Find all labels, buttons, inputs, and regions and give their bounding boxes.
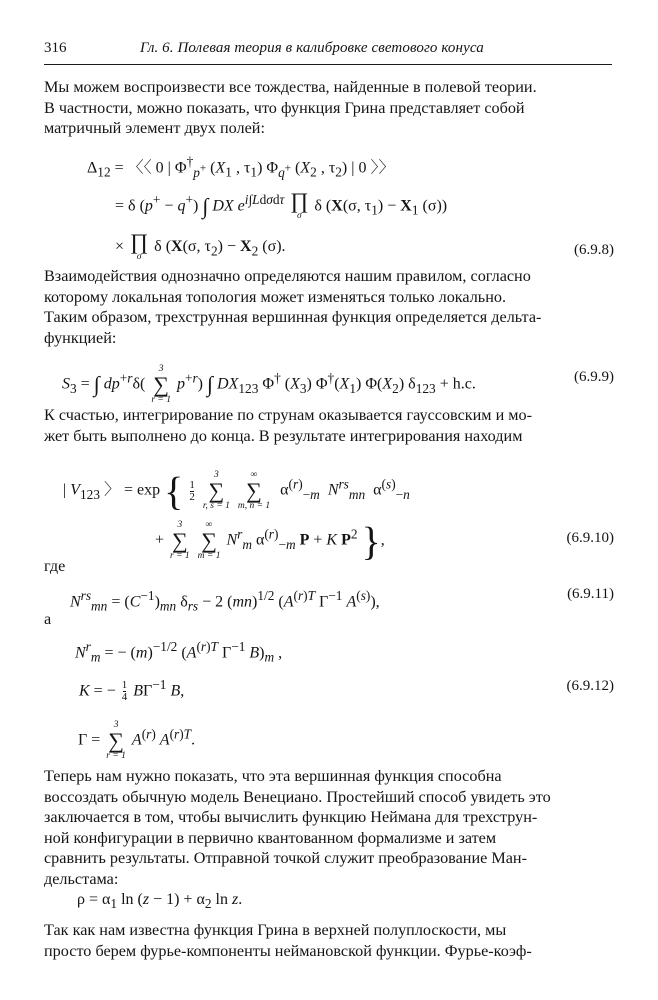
equation-green-function-line3: × ∏ σ δ (X(σ, $\tau_2) - X_2$ (σ).	[115, 229, 286, 262]
equation-vertex-exp-line1: | $V_{123}$ 〉 = exp { $\frac{1}{2}$ 3 ∑ r, s = 1 ∞ ∑ m, n = 1 $\alpha^{(r)}_{-m}$ $N^{rs}_{mn}$ $\alpha^{(s)}_{-n}$	[63, 468, 410, 514]
equation-number: (6.9.8)	[574, 242, 614, 258]
text-line: дельстама:	[44, 869, 119, 888]
paragraph-where	[44, 556, 612, 577]
text-line: В частности, можно показать, что функция Грина представляет собой	[44, 98, 525, 117]
text-line: сравнить результаты. Отправной точкой служит преобразование Ман-	[44, 849, 527, 868]
equation-k: K = − $\frac{1}{4}$ $B\Gamma^{-1}$ B,	[79, 677, 185, 704]
equation-number: (6.9.9)	[574, 369, 614, 385]
paragraph-and	[44, 609, 612, 630]
equation-gamma: Γ = 3 ∑ r = 1 $A^{(r)}$ $A^{(r)T}$.	[78, 720, 196, 761]
paragraph-fourier	[44, 920, 612, 961]
text-line: Теперь нам нужно показать, что эта вершинная функция способна	[44, 767, 502, 785]
text-line: которому локальная топология может изменяться только локально.	[44, 287, 506, 306]
text-line: где	[44, 557, 66, 575]
running-title: Гл. 6. Полевая теория в калибровке светового конуса	[140, 40, 484, 56]
text-line: а	[44, 610, 52, 628]
equation-vertex-delta: $S_3$ = ∫ $dp^{+r}\delta$( 3 ∑ r = 1 $p^{+r}$) ∫ $DX_{123}$ Φ† $(X_3)$ $\Phi^\dagger(X_1)$ $\Phi(X_2) \delta_{123} + h.c$.	[62, 364, 476, 405]
page-header	[44, 40, 612, 62]
text-line: К счастью, интегрирование по струнам оказывается гауссовским и мо-	[44, 406, 533, 424]
equation-vertex-exp-line2: + 3 ∑ r = 1 ∞ ∑ m = 1 $N^r_m$ $\alpha^{(r)}_{-m}$ P + K $P^2$ },	[155, 518, 385, 564]
paragraph-intro	[44, 77, 612, 139]
page-number: 316	[44, 40, 67, 56]
text-line: заключается в том, чтобы вычислить функцию Неймана для трехструн-	[44, 808, 538, 827]
text-line: жет быть выполнено до конца. В результате интегрирования находим	[44, 426, 523, 445]
text-line: ной конфигурации в первично квантованном формализме и затем	[44, 828, 497, 847]
text-line: Взаимодействия однозначно определяются нашим правилом, согласно	[44, 267, 531, 285]
text-line: Таким образом, трехструнная вершинная функция определяется дельта-	[44, 308, 542, 327]
text-line: функцией:	[44, 328, 117, 347]
equation-number: (6.9.12)	[566, 678, 614, 694]
equation-neumann-coefficients: $N^{rs}_{mn} = (C^{-1})_{mn}$ $\delta_{rs} - 2$ (mn)$^{1/2}$ ($A^{(r)T}$ $\Gamma^{-1}$ $A^{(s)}$),	[70, 588, 380, 614]
text-line: матричный элемент двух полей:	[44, 119, 265, 138]
equation-number: (6.9.11)	[567, 586, 614, 602]
text-line: воссоздать обычную модель Венециано. Простейший способ увидеть это	[44, 787, 551, 806]
paragraph-integration	[44, 405, 612, 446]
equation-green-function-line1: $\Delta_{12}$ = 〈〈 0 | $\Phi^\dagger_{p^+}$ ($X_1$ , $\tau_1$) $\Phi_{q^+}$ ($X_2$ , $\tau_2$) | 0 〉〉	[87, 154, 395, 180]
paragraph-interactions	[44, 266, 612, 348]
equation-mandelstam: $\rho = \alpha_1$ $\ln (z - 1) + \alpha_2$ ln z.	[77, 891, 243, 912]
text-line: Так как нам известна функция Грина в верхней полуплоскости, мы	[44, 921, 507, 939]
paragraph-veneziano	[44, 766, 612, 890]
header-rule	[44, 64, 612, 65]
text-line: просто берем фурье-компоненты неймановской функции. Фурье-коэф-	[44, 941, 532, 960]
equation-n-r-m: $N^r_m$ = − $(m)^{-1/2}$ ($A^{(r)T}$ $\Gamma^{-1}$ $B)_m$ ,	[75, 639, 283, 665]
equation-green-function-line2: = δ (p+ − q+) ∫ DX $e^{i\int Ld\sigma d\tau}$ ∏ σ δ (X(σ, $\tau_1) - X_1$ (σ))	[115, 188, 448, 222]
text-line: Мы можем воспроизвести все тождества, найденные в полевой теории.	[44, 78, 537, 96]
equation-number: (6.9.10)	[566, 530, 614, 546]
